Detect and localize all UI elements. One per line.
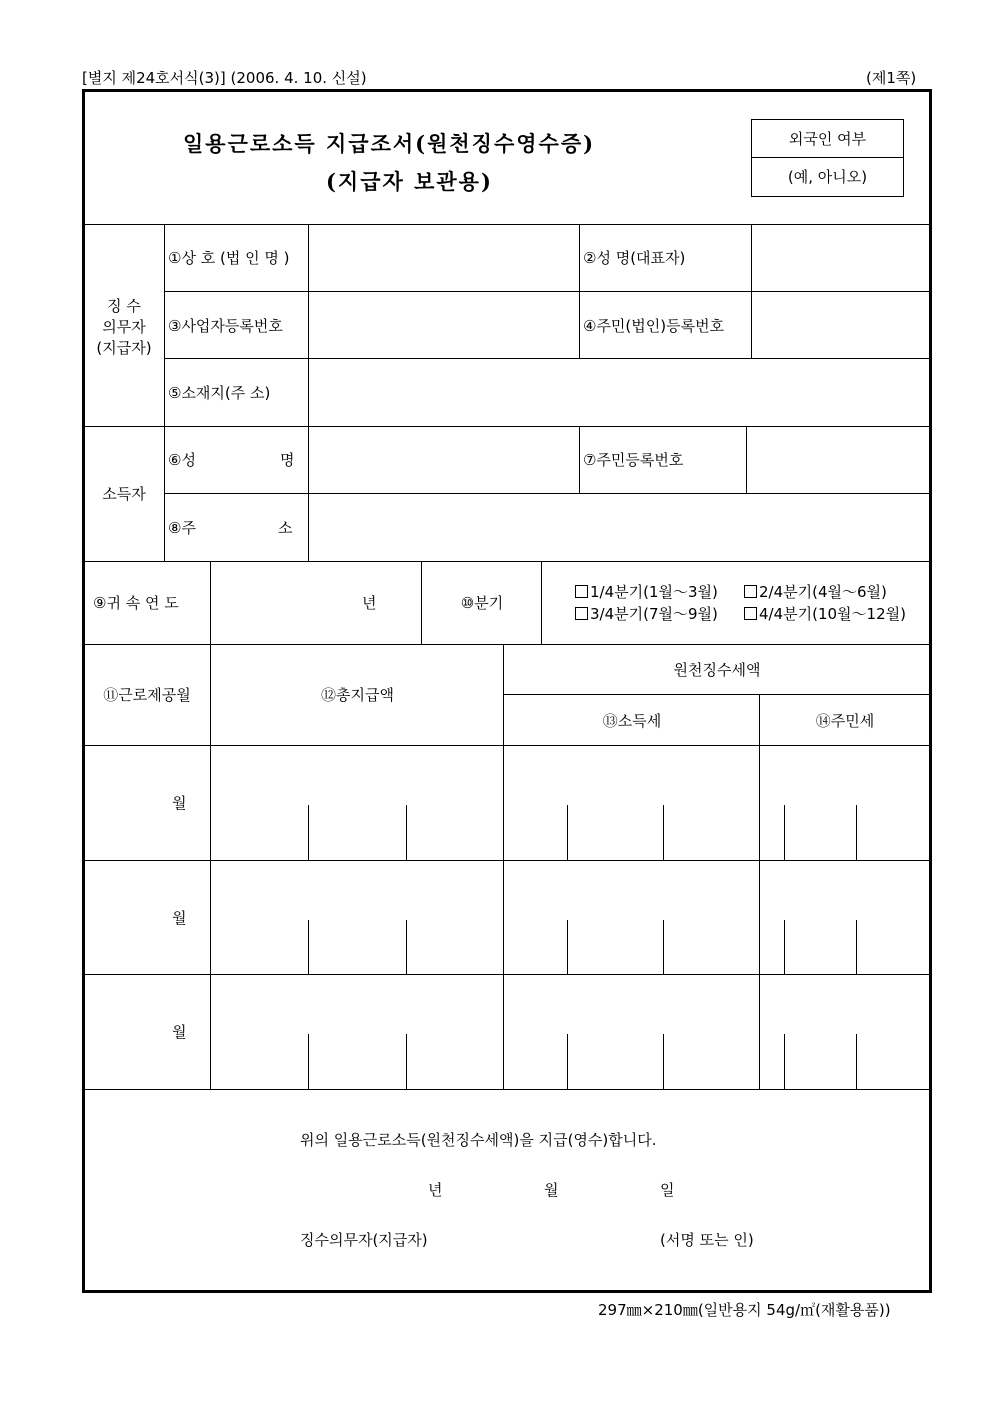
business-reg-no-field[interactable]: [310, 294, 578, 357]
divider: [751, 225, 752, 359]
payer-section-label-1: 징 수: [107, 297, 141, 315]
representative-field[interactable]: [753, 227, 926, 290]
divider: [503, 694, 929, 695]
form-subtitle: (지급자 보관용): [326, 169, 493, 194]
quarter-option-label: 1/4분기(1월～3월): [590, 583, 718, 601]
work-month-header: ⑪근로제공월: [103, 686, 191, 704]
divider: [82, 224, 929, 225]
payer-section-label-2: 의무자: [102, 318, 146, 336]
divider: [164, 493, 929, 494]
attribution-year-unit: 년: [362, 594, 377, 612]
payer-section-label-3: (지급자): [96, 339, 152, 357]
total-paid-header: ⑫총지급액: [321, 686, 394, 704]
divider: [164, 225, 165, 562]
work-month-field[interactable]: [84, 747, 209, 859]
form-title: 일용근로소득 지급조서(원천징수영수증): [183, 131, 596, 156]
quarter-option-label: 4/4분기(10월～12월): [759, 605, 906, 623]
divider: [164, 291, 929, 292]
footer-date-year: 년: [428, 1181, 443, 1199]
earner-address-label-prefix: ⑧주: [168, 519, 196, 537]
total-paid-field[interactable]: [212, 747, 502, 859]
divider: [579, 427, 580, 494]
income-tax-field[interactable]: [505, 862, 758, 974]
divider: [82, 426, 929, 427]
divider: [759, 695, 760, 1090]
work-month-unit: 월: [172, 1023, 187, 1041]
quarter-option-label: 2/4분기(4월～6월): [759, 583, 887, 601]
resident-tax-header: ⑭주민세: [815, 712, 875, 730]
foreigner-label: 외국인 여부: [788, 130, 867, 148]
work-month-field[interactable]: [84, 976, 209, 1088]
earner-section-label: 소득자: [102, 485, 146, 503]
footer-date-day: 일: [660, 1181, 675, 1199]
business-name-label: ①상 호 (법 인 명 ): [168, 249, 290, 267]
quarter-label: ⑩분기: [460, 594, 504, 612]
divider: [421, 562, 422, 645]
divider: [579, 225, 580, 359]
income-tax-field[interactable]: [505, 747, 758, 859]
quarter-option-3[interactable]: [575, 605, 718, 623]
foreigner-box: [751, 119, 904, 197]
resident-reg-no-field[interactable]: [753, 294, 926, 357]
attribution-year-field[interactable]: [212, 564, 362, 644]
income-tax-field[interactable]: [505, 976, 758, 1088]
quarter-option-label: 3/4분기(7월～9월): [590, 605, 718, 623]
foreigner-options[interactable]: (예, 아니오): [787, 168, 868, 186]
divider: [164, 358, 929, 359]
work-month-unit: 월: [172, 909, 187, 927]
page-number: (제1쪽): [866, 69, 917, 87]
total-paid-field[interactable]: [212, 976, 502, 1088]
paper-spec: 297㎜×210㎜(일반용지 54g/㎡(재활용품)): [598, 1301, 891, 1319]
checkbox[interactable]: [744, 607, 757, 620]
earner-address-label-suffix: 소: [278, 519, 293, 537]
resident-reg-no-label: ④주민(법인)등록번호: [583, 317, 725, 335]
earner-resident-reg-no-field[interactable]: [748, 429, 926, 492]
representative-label: ②성 명(대표자): [583, 249, 686, 267]
divider: [541, 562, 542, 645]
footer-payer-label: 징수의무자(지급자): [300, 1231, 428, 1249]
total-paid-field[interactable]: [212, 862, 502, 974]
checkbox[interactable]: [575, 607, 588, 620]
earner-name-label-suffix: 명: [280, 451, 295, 469]
earner-name-field[interactable]: [310, 429, 578, 492]
checkbox[interactable]: [744, 585, 757, 598]
resident-tax-field[interactable]: [761, 747, 926, 859]
quarter-option-4[interactable]: [744, 605, 906, 623]
resident-tax-field[interactable]: [761, 976, 926, 1088]
divider: [308, 225, 309, 562]
divider: [503, 645, 504, 1090]
divider: [746, 427, 747, 494]
checkbox[interactable]: [575, 585, 588, 598]
address-field[interactable]: [310, 361, 926, 425]
business-reg-no-label: ③사업자등록번호: [168, 317, 283, 335]
income-tax-header: ⑬소득세: [602, 712, 662, 730]
quarter-option-1[interactable]: [575, 583, 718, 601]
quarter-option-2[interactable]: [744, 583, 887, 601]
withholding-tax-header: 원천징수세액: [673, 661, 761, 679]
divider: [210, 562, 211, 645]
work-month-unit: 월: [172, 794, 187, 812]
footer-statement: 위의 일용근로소득(원천징수세액)을 지급(영수)합니다.: [300, 1131, 657, 1149]
earner-address-field[interactable]: [310, 496, 926, 560]
resident-tax-field[interactable]: [761, 862, 926, 974]
attribution-year-label: ⑨귀 속 연 도: [93, 594, 179, 612]
address-label: ⑤소재지(주 소): [168, 384, 271, 402]
divider: [210, 645, 211, 1090]
earner-resident-reg-no-label: ⑦주민등록번호: [583, 451, 684, 469]
business-name-field[interactable]: [310, 227, 578, 290]
earner-name-label-prefix: ⑥성: [168, 451, 196, 469]
footer-date-month: 월: [544, 1181, 559, 1199]
form-number: [별지 제24호서식(3)] (2006. 4. 10. 신설): [82, 69, 367, 87]
work-month-field[interactable]: [84, 862, 209, 974]
signature-label[interactable]: (서명 또는 인): [660, 1231, 754, 1249]
